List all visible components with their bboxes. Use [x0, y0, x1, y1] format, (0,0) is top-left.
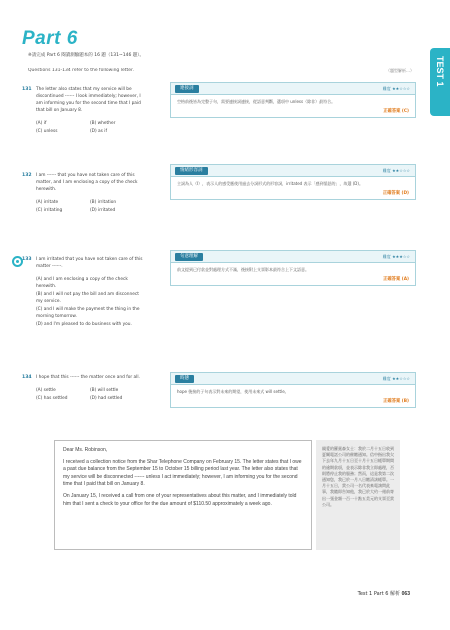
question-number: 134: [22, 375, 32, 380]
difficulty-rating: 難度 ★★☆☆☆: [382, 376, 410, 381]
option[interactable]: (D) had settled: [90, 396, 123, 401]
explanation-box: [170, 164, 416, 200]
option[interactable]: (A) and I am enclosing a copy of the check herewith.: [36, 277, 128, 289]
answer-label: 正確答案 (C): [383, 108, 409, 114]
explanation-text: 前文提到已付款並對處理方式不滿，後接附上支票影本最符合上下文語意。: [177, 267, 309, 272]
explanation-box: [170, 250, 416, 286]
letter-passage: [54, 440, 312, 550]
option[interactable]: (C) has settled: [36, 396, 68, 401]
question-number: 132: [22, 173, 32, 178]
side-tab-label: TEST 1: [435, 56, 445, 87]
option[interactable]: (C) irritating: [36, 208, 63, 213]
difficulty-rating: 難度 ★★☆☆☆: [382, 168, 410, 173]
explanation-box: [170, 372, 416, 408]
question-131: [22, 86, 144, 135]
option[interactable]: (B) irritation: [90, 200, 117, 205]
question-stem: The letter also states that my service will be discontinued ------ I look immediately; however, I am informing you for the second time that I paid that bill on January 8.: [36, 87, 141, 113]
option[interactable]: (B) and I will not pay the bill and am disconnect my service.: [36, 292, 139, 304]
question-stem: I am irritated that you have not taken care of this matter ------.: [36, 257, 143, 269]
explanation-tag: 句意理解: [175, 253, 203, 261]
footer-label: Test 1 Part 6 解析: [357, 591, 401, 597]
option[interactable]: (C) and I will make the payment the thing in the morning tomorrow.: [36, 307, 140, 319]
letter-paragraph: On January 15, I received a call from one of your representatives about this matter, and I immediately told him that I sent a check to your office for the due amount of $110.50 approximately a week ago.: [63, 492, 297, 507]
page-number: 063: [401, 591, 410, 597]
instruction-right: （題型解析…）: [386, 68, 414, 73]
question-number: 131: [22, 87, 32, 92]
question-number: 133: [22, 257, 32, 262]
explanation-tag: 時態: [175, 375, 194, 383]
option[interactable]: (D) irritated: [90, 208, 116, 213]
letter-paragraph: Dear Ms. Robinson,: [63, 447, 108, 453]
option[interactable]: (B) whether: [90, 121, 116, 126]
answer-label: 正確答案 (D): [382, 190, 409, 196]
option[interactable]: (A) irritate: [36, 200, 59, 205]
option[interactable]: (B) will settle: [90, 388, 119, 393]
difficulty-rating: 難度 ★★★☆☆: [382, 254, 410, 259]
question-133: [22, 256, 144, 329]
instruction-en: Questions 131-134 refer to the following letter.: [28, 68, 134, 73]
explanation-text: 空格前後皆為完整子句，需要連接詞連接，從語意判斷，選項中 unless（除非）最符合。: [177, 99, 336, 104]
explanation-tag: 連接詞: [175, 85, 199, 93]
translation-box: [316, 440, 400, 550]
explanation-tag: 情緒形容詞: [175, 167, 208, 175]
question-stem: I hope that this ------ the matter once and for all.: [36, 375, 140, 380]
difficulty-rating: 難度 ★★☆☆☆: [382, 86, 410, 91]
question-stem: I am ------ that you have not taken care of this matter, and I am enclosing a copy of the check herewith.: [36, 173, 138, 192]
option[interactable]: (C) unless: [36, 129, 58, 134]
side-tab: [430, 48, 450, 116]
explanation-text: 主詞為人（I），表示人的感受應使用過去分詞形式的形容詞，irritated 表示「感到惱怒的」，故選 (D)。: [177, 181, 363, 186]
translation-text: 親愛的羅賓森女士：我於二月十五日收到夏爾電話公司的催繳通知。信中指出我欠下去年九月十五日至十月十五日帳單期間的逾期款項，並表示除非我立即處理，否則將停止我的服務；然而，這是我第二次通知您，我已於一月八日繳清該帳單。一月十五日，貴公司一名代表來電詢問此事，我隨即告知他，我已於大約一週前寄出一張金額一百一十點五美元的支票至貴公司。: [322, 446, 394, 507]
option[interactable]: (D) as if: [90, 129, 107, 134]
answer-label: 正確答案 (B): [383, 398, 409, 404]
instruction-cn: ※請完成 Part 6 閱讀測驗題本的 16 題（131~146 題）。: [28, 53, 145, 58]
option[interactable]: (D) and I'm pleased to do business with you.: [36, 322, 132, 327]
letter-paragraph: I received a collection notice from the Shar Telephone Company on February 15. The letter states that I owe a past due balance from the September 15 to October 15 billing period last year. The letter also states that my service will be disconnected ------ unless I act immediately; however, I am informing you for the second time that I paid that bill on January 8.: [63, 458, 302, 488]
answer-label: 正確答案 (A): [383, 276, 409, 282]
page-footer: [358, 590, 410, 597]
explanation-text: hope 後接的子句表示對未來的期望，使用未來式 will settle。: [177, 389, 289, 394]
option[interactable]: (A) if: [36, 121, 47, 126]
question-132: [22, 172, 144, 214]
part-title: Part 6: [22, 28, 78, 49]
option[interactable]: (A) settle: [36, 388, 56, 393]
explanation-box: [170, 82, 416, 118]
question-134: [22, 374, 144, 402]
